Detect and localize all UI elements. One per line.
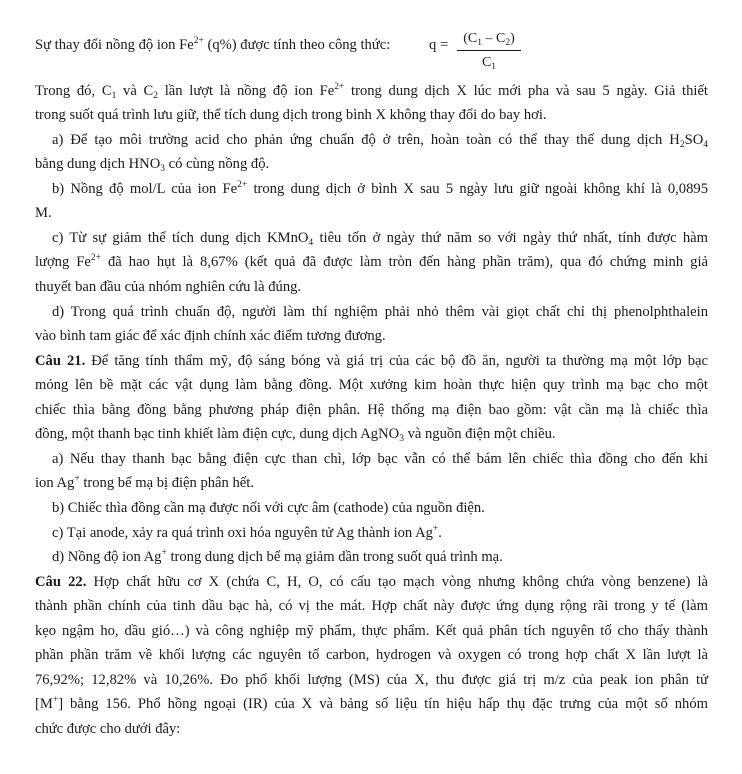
- question-22-line-3: kẹo ngậm ho, dầu gió…) và công nghiệp mỹ phẩm, thực phẩm. Kết quả phân tích nguyên tố cho thấy thành: [35, 623, 708, 639]
- statement-b-line-1: b) Nồng độ mol/L của ion $Fe^{2+}$ trong dung dịch ở bình X sau 5 ngày lưu giữ ngoài không khí là 0,0895: [52, 180, 708, 197]
- statement-c-line-3: thuyết ban đầu của nhóm nghiên cứu là đúng.: [35, 279, 302, 295]
- formula-numerator: $(C_1 - C_2)$: [463, 31, 515, 48]
- question-22-line-6: [M+] bằng 156. Phổ hồng ngoại (IR) của X và bảng số liệu tín hiệu hấp thụ đặc trưng của một số nhóm: [35, 695, 708, 712]
- question-22-label: Câu 22.: [35, 574, 87, 590]
- question-21-line-3: chiếc thìa bằng đồng bằng phương pháp điện phân. Hệ thống mạ điện bao gồm: vật cần mạ là chiếc thìa: [35, 402, 708, 418]
- question-22-line-5: 76,92%; 12,82% và 10,26%. Đo phổ khối lượng (MS) của X, thu được giá trị m/z của peak ion phân tử: [35, 672, 708, 688]
- formula-denominator: $C_1$: [481, 55, 497, 72]
- statement-a-line-2: bằng dung dịch $HNO_3$ có cùng nồng độ.: [35, 156, 270, 174]
- formula-intro: Sự thay đổi nồng độ ion $Fe^{2+}$ (q%) được tính theo công thức:: [35, 36, 391, 53]
- statement-a-line-1: a) Để tạo môi trường acid cho phản ứng chuẩn độ ở trên, hoàn toàn có thể thay thế dung dịch $H_2SO_4$: [52, 132, 708, 150]
- question-22-line-1: Câu 22. Hợp chất hữu cơ X (chứa C, H, O, có cấu tạo mạch vòng nhưng không chứa vòng benzene) là: [35, 574, 709, 590]
- q21-option-c: c) Tại anode, xảy ra quá trình oxi hóa nguyên tử Ag thành ion Ag+.: [52, 524, 442, 541]
- question-22-line-2: thành phần chính của tinh dầu bạc hà, có vị the mát. Hợp chất này được ứng dụng rộng rãi trong y tế (làm: [35, 598, 708, 614]
- formula-q-label: q =: [429, 37, 449, 53]
- formula-fraction: [457, 29, 521, 73]
- q21-option-d: d) Nồng độ ion Ag+ trong dung dịch bể mạ giảm dần trong suốt quá trình mạ.: [52, 548, 503, 565]
- explain-line-1: Trong đó, $C_1$ và $C_2$ lần lượt là nồng độ ion $Fe^{2+}$ trong dung dịch X lúc mới pha và sau 5 ngày. Giả thiết: [35, 82, 708, 101]
- statement-c-line-1: c) Từ sự giảm thể tích dung dịch KMnO$_4$ tiêu tốn ở ngày thứ năm so với ngày thứ nhất, tính được hàm: [52, 230, 709, 248]
- q21-option-a-line-1: a) Nếu thay thanh bạc bằng điện cực than chì, lớp bạc vẫn có thể bám lên chiếc thìa đồng cho đến khi: [52, 451, 708, 467]
- question-21-label: Câu 21.: [35, 353, 86, 369]
- statement-d-line-1: d) Trong quá trình chuẩn độ, người làm thí nghiệm phải nhỏ thêm vài giọt chất chỉ thị phenolphthalein: [52, 304, 708, 320]
- q21-option-b: b) Chiếc thìa đồng cần mạ được nối với cực âm (cathode) của nguồn điện.: [52, 500, 485, 516]
- statement-c-line-2: lượng $Fe^{2+}$ đã hao hụt là 8,67% (kết quả đã được làm tròn đến hàng phần trăm), qua đó chứng minh giả: [35, 253, 708, 270]
- fraction-bar: [457, 50, 521, 51]
- question-21-line-4: đồng, một thanh bạc tinh khiết làm điện cực, dung dịch AgNO$_3$ và nguồn điện một chiều.: [35, 426, 556, 444]
- question-21-line-1: Câu 21. Để tăng tính thẩm mỹ, độ sáng bóng và giá trị của các bộ đồ ăn, người ta thường mạ một lớp bạc: [35, 353, 708, 369]
- question-22-line-7: chức được cho dưới đây:: [35, 721, 181, 737]
- explain-line-2: trong suốt quá trình lưu giữ, thể tích dung dịch trong bình X không thay đổi do bay hơi.: [35, 107, 547, 123]
- statement-d-line-2: vào bình tam giác để xác định chính xác điểm tương đương.: [35, 328, 386, 344]
- question-21-line-2: mỏng lên bề mặt các vật dụng làm bằng đồng. Một xưởng kim hoàn thực hiện quy trình mạ bạc cho một: [35, 377, 708, 393]
- statement-b-line-2: M.: [35, 205, 52, 221]
- question-22-line-4: phần phần trăm về khối lượng các nguyên tố carbon, hydrogen và oxygen có trong hợp chất X lần lượt là: [35, 647, 708, 663]
- q21-option-a-line-2: ion Ag+ trong bể mạ bị điện phân hết.: [35, 474, 254, 491]
